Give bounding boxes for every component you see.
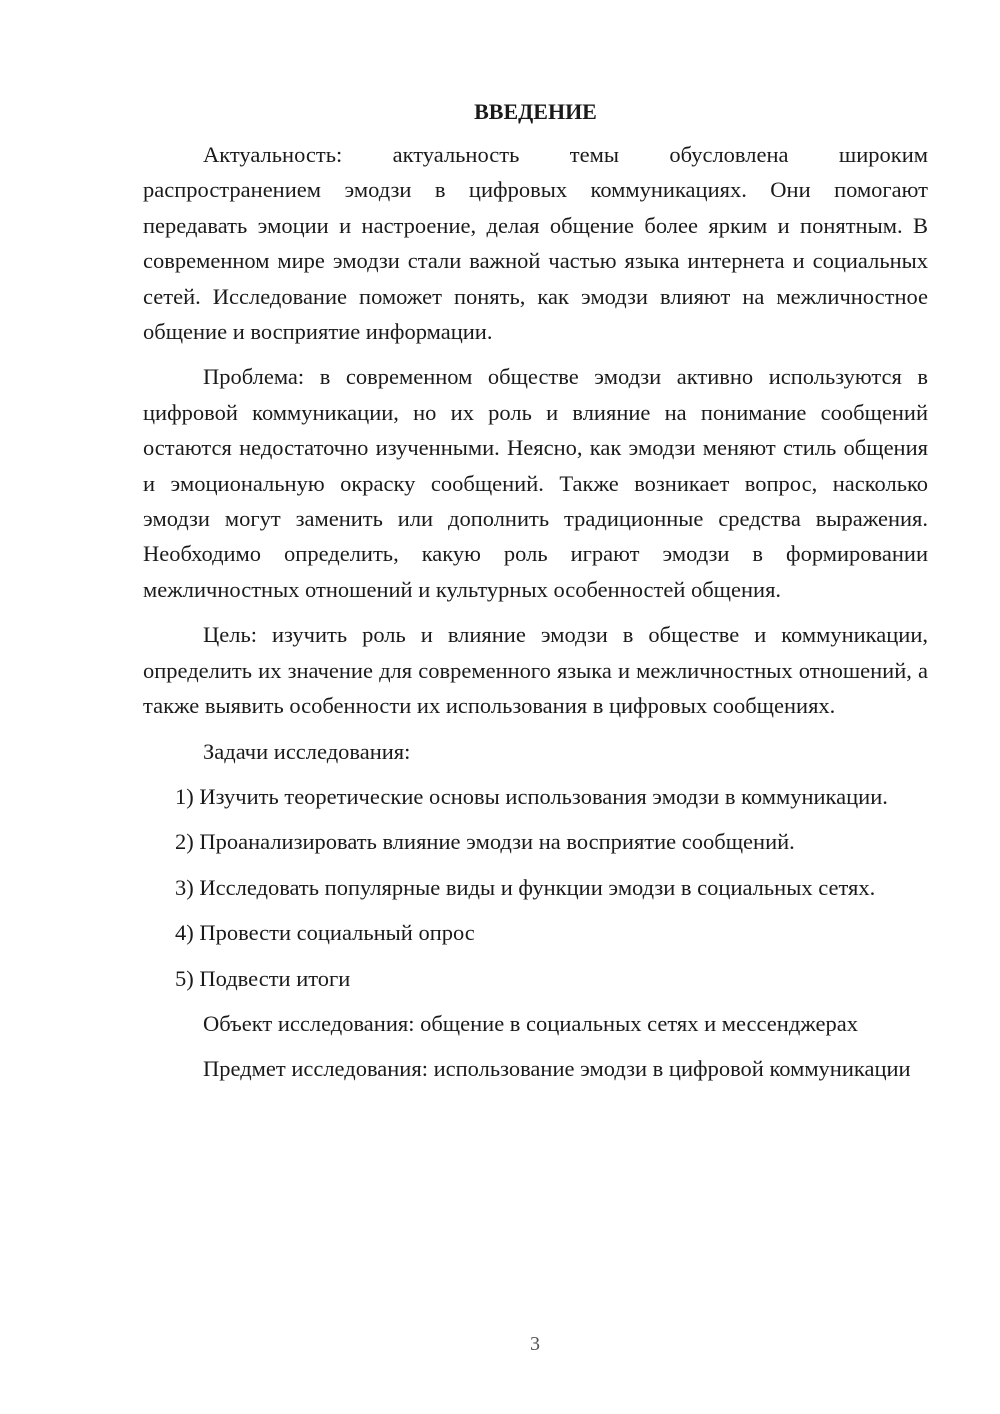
paragraph-goal: Цель: изучить роль и влияние эмодзи в обществе и коммуникации, определить их значение для современного языка и межличностных отношений, а также выявить особенности их использования в цифровых сообщениях. (143, 622, 928, 719)
task-item-5: 5) Подвести итоги (175, 965, 351, 991)
page-number: 3 (530, 1333, 540, 1355)
paragraph-relevance: Актуальность: актуальность темы обусловлена широким распространением эмодзи в цифровых коммуникациях. Они помогают передавать эмоции и настроение, делая общение более ярким и понятным. В современном мире эмодзи стали важной частью языка интернета и социальных сетей. Исследование поможет понять, как эмодзи влияют на межличностное общение и восприятие информации. (143, 142, 928, 345)
paragraph-subject: Предмет исследования: использование эмодзи в цифровой коммуникации (203, 1056, 911, 1082)
paragraph-object: Объект исследования: общение в социальных сетях и мессенджерах (203, 1010, 858, 1036)
tasks-heading: Задачи исследования: (203, 738, 411, 764)
page-title: ВВЕДЕНИЕ (474, 99, 597, 124)
task-item-3: 3) Исследовать популярные виды и функции эмодзи в социальных сетях. (175, 874, 876, 900)
page-content (143, 95, 928, 1097)
task-item-1: 1) Изучить теоретические основы использования эмодзи в коммуникации. (175, 783, 888, 809)
paragraph-problem: Проблема: в современном обществе эмодзи активно используются в цифровой коммуникации, но их роль и влияние на понимание сообщений остаются недостаточно изученными. Неясно, как эмодзи меняют стиль общения и эмоциональную окраску сообщений. Также возникает вопрос, насколько эмодзи могут заменить или дополнить традиционные средства выражения. Необходимо определить, какую роль играют эмодзи в формировании межличностных отношений и культурных особенностей общения. (143, 364, 928, 602)
task-item-2: 2) Проанализировать влияние эмодзи на восприятие сообщений. (175, 829, 795, 855)
task-item-4: 4) Провести социальный опрос (175, 920, 475, 946)
